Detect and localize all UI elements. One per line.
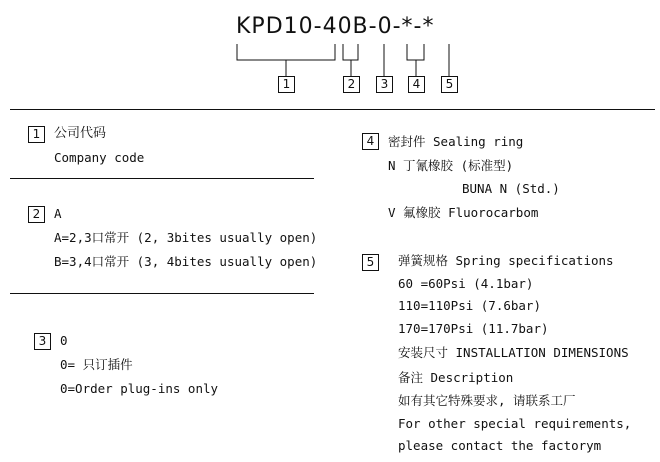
code-box-1: 1 xyxy=(278,76,295,93)
section-3-line-en: 0=Order plug-ins only xyxy=(60,381,219,396)
section-4-title: 密封件 Sealing ring xyxy=(388,134,524,149)
section-2-divider xyxy=(10,293,314,294)
section-5-line: 60 =60Psi (4.1bar) xyxy=(398,276,534,291)
code-box-2: 2 xyxy=(343,76,360,93)
section-5-title: 弹簧规格 Spring specifications xyxy=(398,253,614,268)
section-5-number: 5 xyxy=(362,254,379,271)
section-4-line-v: V 氟橡胶 Fluorocarbom xyxy=(388,205,539,220)
section-1-title-cn: 公司代码 xyxy=(54,126,107,141)
section-5-line: For other special requirements, xyxy=(398,416,632,431)
model-code-brackets xyxy=(0,0,660,100)
section-5-line: 110=110Psi (7.6bar) xyxy=(398,298,541,313)
section-5-line: please contact the factorym xyxy=(398,438,602,453)
section-5-line: 如有其它特殊要求, 请联系工厂 xyxy=(398,393,576,408)
section-5-line: 170=170Psi (11.7bar) xyxy=(398,321,549,336)
code-box-3: 3 xyxy=(376,76,393,93)
section-4-line-buna: BUNA N (Std.) xyxy=(462,181,560,196)
section-4-number: 4 xyxy=(362,133,379,150)
header-divider xyxy=(10,109,655,110)
section-3-title: 0 xyxy=(60,333,68,348)
section-3-line-cn: 0= 只订插件 xyxy=(60,357,133,372)
code-box-4: 4 xyxy=(408,76,425,93)
section-5-line: 备注 Description xyxy=(398,370,514,385)
section-2-number: 2 xyxy=(28,206,45,223)
section-4-line-n: N 丁氰橡胶 (标准型) xyxy=(388,158,514,173)
section-2-line-a: A=2,3口常开 (2, 3bites usually open) xyxy=(54,230,318,245)
section-1-number: 1 xyxy=(28,126,45,143)
section-2-title: A xyxy=(54,206,62,221)
section-1-title-en: Company code xyxy=(54,150,145,165)
section-1-divider xyxy=(10,178,314,179)
code-box-5: 5 xyxy=(441,76,458,93)
section-2-line-b: B=3,4口常开 (3, 4bites usually open) xyxy=(54,254,318,269)
model-code: KPD10-40B-0-*-* xyxy=(236,14,435,39)
section-5-line: 安装尺寸 INSTALLATION DIMENSIONS xyxy=(398,345,629,360)
section-3-number: 3 xyxy=(34,333,51,350)
